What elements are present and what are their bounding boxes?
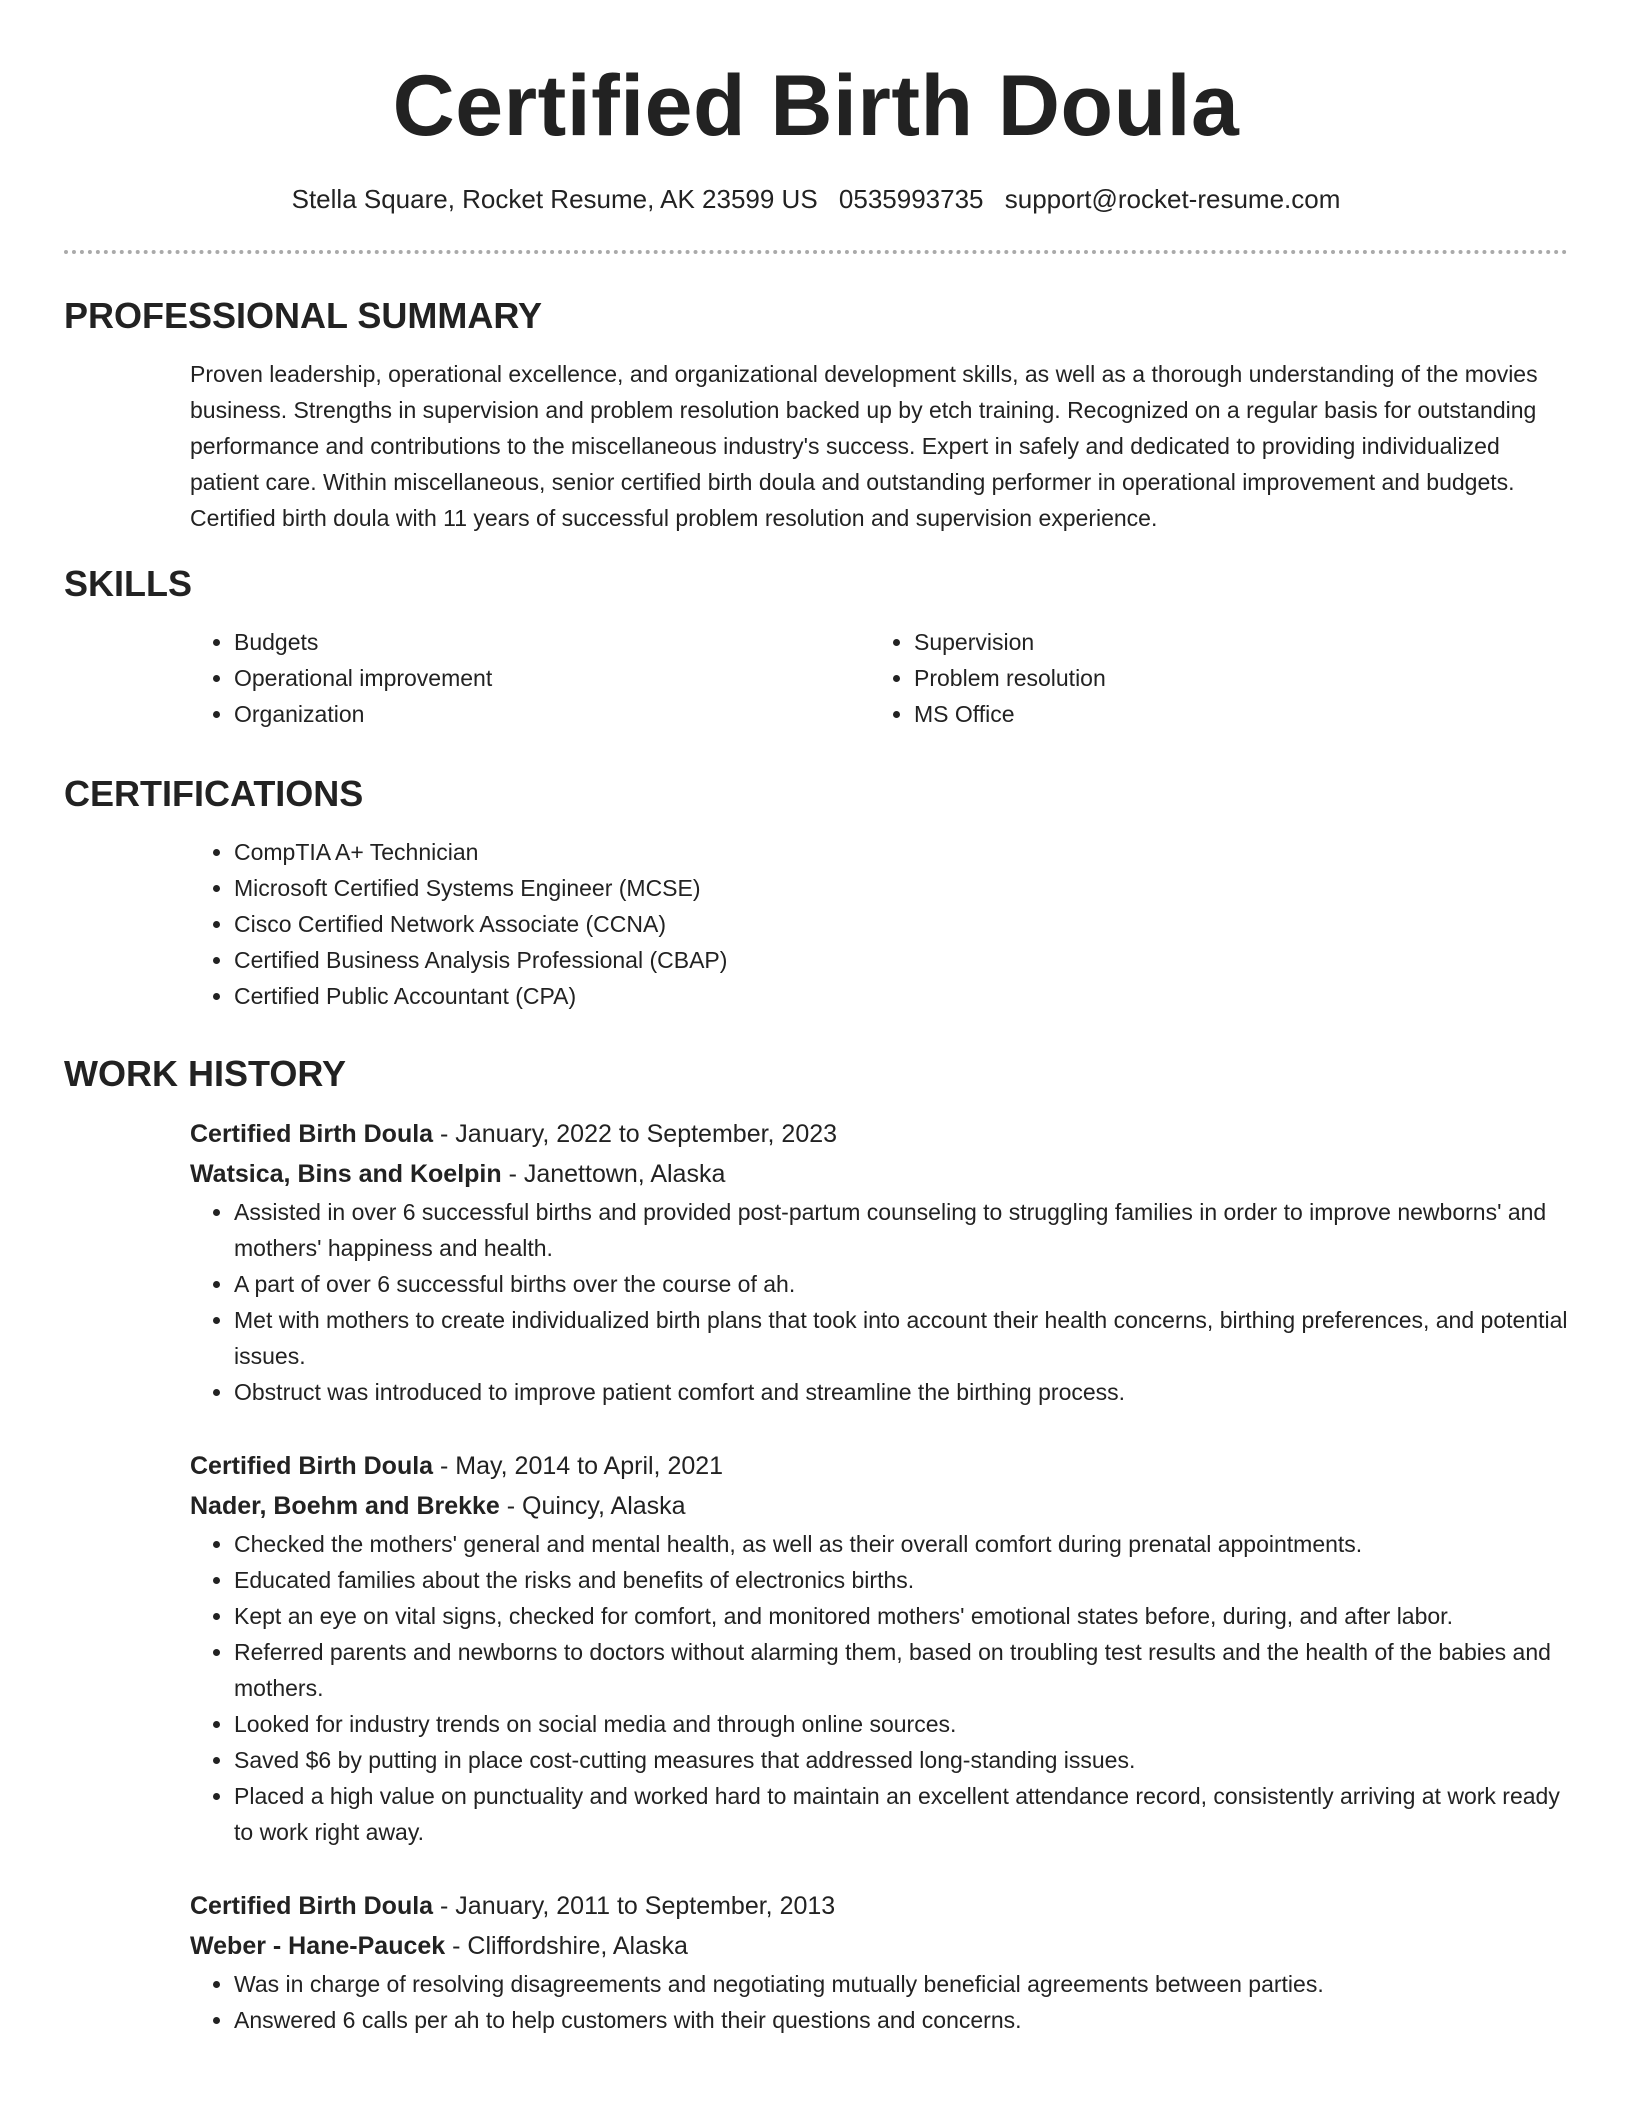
certifications-list <box>190 834 1568 1014</box>
job-role: Certified Birth Doula <box>190 1452 434 1480</box>
contact-phone: 0535993735 <box>838 184 984 214</box>
job-bullets <box>190 1966 1568 2038</box>
contact-line <box>64 182 1568 216</box>
skill-item: • Operational improvement <box>234 660 870 696</box>
job-location: - Cliffordshire, Alaska <box>445 1932 688 1960</box>
summary-text: Proven leadership, operational excellence, and organizational development skills, as well as a thorough understanding of the movies business. Strengths in supervision and problem resolution backed up by etch training. Recognized on a regular basis for outstanding performance and contributions to the miscellaneous industry's success. Expert in safely and dedicated to providing individualized patient care. Within miscellaneous, senior certified birth doula and outstanding performer in operational improvement and budgets. Certified birth doula with 11 years of successful problem resolution and supervision experience. <box>190 361 1538 531</box>
skills-section <box>190 624 1568 732</box>
contact-email: support@rocket-resume.com <box>1004 184 1341 214</box>
summary-section <box>190 356 1568 536</box>
job-title-line <box>190 1114 1568 1154</box>
skills-heading: SKILLS <box>64 563 193 604</box>
certification-item: • Cisco Certified Network Associate (CCNA) <box>234 906 1568 942</box>
job-title-line <box>190 1886 1568 1926</box>
skills-list-right <box>870 624 1550 732</box>
job-company: Nader, Boehm and Brekke <box>190 1492 500 1520</box>
certification-item: • CompTIA A+ Technician <box>234 834 1568 870</box>
job-entry <box>190 1446 1568 1850</box>
skills-list-left <box>190 624 870 732</box>
job-company-line <box>190 1486 1568 1526</box>
summary-heading: PROFESSIONAL SUMMARY <box>64 295 543 336</box>
skill-item: • Organization <box>234 696 870 732</box>
job-bullet: • Looked for industry trends on social media and through online sources. <box>234 1706 1568 1742</box>
job-bullets <box>190 1194 1568 1410</box>
job-location: - Janettown, Alaska <box>501 1160 726 1188</box>
skill-item: • Budgets <box>234 624 870 660</box>
job-bullet: • Saved $6 by putting in place cost-cutting measures that addressed long-standing issues. <box>234 1742 1568 1778</box>
job-company: Watsica, Bins and Koelpin <box>190 1160 502 1188</box>
job-location: - Quincy, Alaska <box>499 1492 686 1520</box>
job-entry <box>190 1886 1568 2038</box>
job-bullet: • Was in charge of resolving disagreements and negotiating mutually beneficial agreements between parties. <box>234 1966 1568 2002</box>
job-bullet: • Checked the mothers' general and mental health, as well as their overall comfort during prenatal appointments. <box>234 1526 1568 1562</box>
job-dates: - January, 2022 to September, 2023 <box>433 1120 838 1148</box>
job-role: Certified Birth Doula <box>190 1892 434 1920</box>
certifications-section <box>190 834 1568 1014</box>
certification-item: • Certified Business Analysis Professional (CBAP) <box>234 942 1568 978</box>
header-divider <box>64 250 1568 254</box>
job-company-line <box>190 1926 1568 1966</box>
job-dates: - May, 2014 to April, 2021 <box>433 1452 724 1480</box>
job-bullet: • Obstruct was introduced to improve patient comfort and streamline the birthing process. <box>234 1374 1568 1410</box>
skills-column-left <box>190 624 870 732</box>
certification-item: • Certified Public Accountant (CPA) <box>234 978 1568 1014</box>
resume-name: Certified Birth Doula <box>392 58 1240 154</box>
job-bullet: • Kept an eye on vital signs, checked for comfort, and monitored mothers' emotional states before, during, and after labor. <box>234 1598 1568 1634</box>
skill-item: • Problem resolution <box>914 660 1550 696</box>
job-entry <box>190 1114 1568 1410</box>
certifications-heading: CERTIFICATIONS <box>64 773 364 814</box>
job-bullet: • Answered 6 calls per ah to help customers with their questions and concerns. <box>234 2002 1568 2038</box>
work-history-section <box>190 1114 1568 2038</box>
skill-item: • Supervision <box>914 624 1550 660</box>
job-title-line <box>190 1446 1568 1486</box>
skills-column-right <box>870 624 1550 732</box>
skill-item: • MS Office <box>914 696 1550 732</box>
job-bullet: • Educated families about the risks and benefits of electronics births. <box>234 1562 1568 1598</box>
job-bullet: • Placed a high value on punctuality and worked hard to maintain an excellent attendance record, consistently arriving at work ready to work right away. <box>234 1778 1568 1850</box>
job-company-line <box>190 1154 1568 1194</box>
resume-header <box>64 0 1568 216</box>
job-bullet: • Met with mothers to create individualized birth plans that took into account their health concerns, birthing preferences, and potential issues. <box>234 1302 1568 1374</box>
certification-item: • Microsoft Certified Systems Engineer (MCSE) <box>234 870 1568 906</box>
job-company: Weber - Hane-Paucek <box>190 1932 446 1960</box>
work-history-heading: WORK HISTORY <box>64 1053 347 1094</box>
contact-address: Stella Square, Rocket Resume, AK 23599 US <box>291 184 818 214</box>
job-bullets <box>190 1526 1568 1850</box>
job-dates: - January, 2011 to September, 2013 <box>433 1892 836 1920</box>
job-bullet: • Referred parents and newborns to doctors without alarming them, based on troubling test results and the health of the babies and mothers. <box>234 1634 1568 1706</box>
job-role: Certified Birth Doula <box>190 1120 434 1148</box>
job-bullet: • Assisted in over 6 successful births and provided post-partum counseling to struggling families in order to improve newborns' and mothers' happiness and health. <box>234 1194 1568 1266</box>
job-bullet: • A part of over 6 successful births over the course of ah. <box>234 1266 1568 1302</box>
